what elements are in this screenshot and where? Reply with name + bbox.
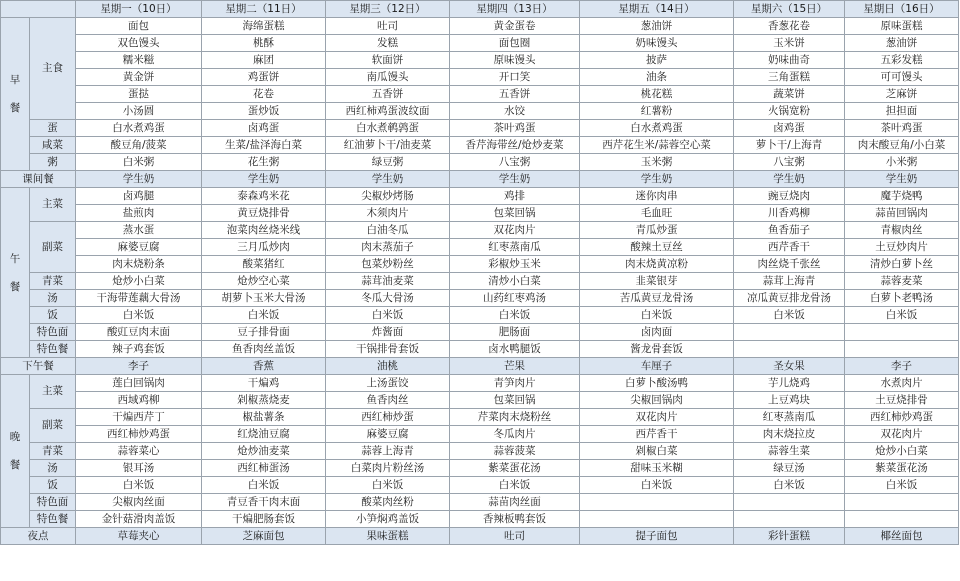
menu-cell: 干煸肥肠套饭 [202, 511, 326, 528]
menu-cell: 紫菜蛋花汤 [450, 460, 580, 477]
menu-cell: 披萨 [580, 52, 734, 69]
menu-cell: 白米饭 [326, 307, 450, 324]
table-row [1, 69, 959, 86]
menu-cell: 肉末蒸茄子 [326, 239, 450, 256]
snack-label: 下午餐 [1, 358, 76, 375]
menu-cell [580, 511, 734, 528]
menu-cell: 蒜苗回锅肉 [845, 205, 959, 222]
menu-cell: 开口笑 [450, 69, 580, 86]
table-row [1, 443, 959, 460]
menu-cell: 香葱花卷 [734, 18, 845, 35]
menu-cell: 小笋焖鸡盖饭 [326, 511, 450, 528]
menu-cell: 三月瓜炒肉 [202, 239, 326, 256]
table-row [1, 324, 959, 341]
menu-cell: 炝炒油麦菜 [202, 443, 326, 460]
category-label: 青菜 [30, 443, 76, 460]
menu-cell: 五彩发糕 [845, 52, 959, 69]
menu-cell: 肥肠面 [450, 324, 580, 341]
menu-cell: 上豆鸡块 [734, 392, 845, 409]
menu-cell: 葱油饼 [580, 18, 734, 35]
category-label: 饭 [30, 477, 76, 494]
menu-cell: 李子 [845, 358, 959, 375]
day-header: 星期五（14日） [580, 1, 734, 18]
menu-cell: 白米饭 [450, 307, 580, 324]
menu-cell: 莲白回锅肉 [76, 375, 202, 392]
table-row [1, 86, 959, 103]
menu-cell: 双花肉片 [580, 409, 734, 426]
menu-cell: 鱼香茄子 [734, 222, 845, 239]
menu-cell: 八宝粥 [734, 154, 845, 171]
menu-cell: 玉米粥 [580, 154, 734, 171]
menu-cell: 西红柿炒鸡蛋 [76, 426, 202, 443]
menu-cell: 蒜苗肉丝面 [450, 494, 580, 511]
menu-cell: 卤肉面 [580, 324, 734, 341]
menu-cell: 白米饭 [76, 477, 202, 494]
menu-cell: 泡菜肉丝烧米线 [202, 222, 326, 239]
menu-cell: 炝炒空心菜 [202, 273, 326, 290]
day-header: 星期日（16日） [845, 1, 959, 18]
table-row [1, 307, 959, 324]
menu-cell: 原味馒头 [450, 52, 580, 69]
menu-cell: 西域鸡柳 [76, 392, 202, 409]
menu-cell: 凉瓜黄豆排龙骨汤 [734, 290, 845, 307]
menu-cell: 辣子鸡套饭 [76, 341, 202, 358]
menu-cell: 包菜回锅 [450, 205, 580, 222]
menu-cell: 花生粥 [202, 154, 326, 171]
menu-cell: 清炒小白菜 [450, 273, 580, 290]
menu-cell: 软面饼 [326, 52, 450, 69]
table-row [1, 137, 959, 154]
menu-cell: 红油萝卜干/油麦菜 [326, 137, 450, 154]
menu-cell: 银耳汤 [76, 460, 202, 477]
menu-cell: 白米粥 [76, 154, 202, 171]
menu-cell: 肉末烧黄凉粉 [580, 256, 734, 273]
menu-cell: 金针菇滑肉盖饭 [76, 511, 202, 528]
menu-cell: 白水煮鹌鹑蛋 [326, 120, 450, 137]
table-row [1, 290, 959, 307]
snack-row [1, 528, 959, 545]
menu-cell: 萝卜干/上海青 [734, 137, 845, 154]
category-label: 青菜 [30, 273, 76, 290]
menu-cell: 五香饼 [326, 86, 450, 103]
table-row [1, 103, 959, 120]
menu-cell: 芒果 [450, 358, 580, 375]
menu-cell [845, 324, 959, 341]
menu-cell: 白米饭 [580, 477, 734, 494]
menu-cell: 学生奶 [202, 171, 326, 188]
table-row [1, 154, 959, 171]
snack-label: 课间餐 [1, 171, 76, 188]
menu-cell: 桃花糕 [580, 86, 734, 103]
menu-cell: 蒜蓉菜心 [76, 443, 202, 460]
menu-cell: 奶味曲奇 [734, 52, 845, 69]
category-label: 粥 [30, 154, 76, 171]
menu-cell: 毛血旺 [580, 205, 734, 222]
menu-cell: 五香饼 [450, 86, 580, 103]
menu-cell: 蔬菜饼 [734, 86, 845, 103]
menu-cell [580, 494, 734, 511]
menu-cell: 西芹香干 [580, 426, 734, 443]
menu-cell: 白米饭 [734, 307, 845, 324]
menu-cell: 蒜蓉上海青 [326, 443, 450, 460]
category-label: 咸菜 [30, 137, 76, 154]
menu-cell: 川香鸡柳 [734, 205, 845, 222]
menu-cell: 葱油饼 [845, 35, 959, 52]
menu-cell: 包菜炒粉丝 [326, 256, 450, 273]
category-label: 汤 [30, 460, 76, 477]
menu-cell: 担担面 [845, 103, 959, 120]
menu-cell: 海绵蛋糕 [202, 18, 326, 35]
meal-section-label [1, 375, 30, 528]
menu-cell: 桃酥 [202, 35, 326, 52]
menu-cell: 红枣蒸南瓜 [450, 239, 580, 256]
category-label: 主菜 [30, 188, 76, 222]
table-row [1, 426, 959, 443]
menu-cell [845, 341, 959, 358]
meal-section-text: 午餐 [9, 252, 21, 293]
menu-cell: 圣女果 [734, 358, 845, 375]
menu-cell: 豌豆烧肉 [734, 188, 845, 205]
menu-cell: 炝炒小白菜 [76, 273, 202, 290]
menu-cell: 蒜蓉菠菜 [450, 443, 580, 460]
menu-cell: 酸辣土豆丝 [580, 239, 734, 256]
menu-cell: 白水煮鸡蛋 [580, 120, 734, 137]
menu-cell: 尖椒炒烤肠 [326, 188, 450, 205]
menu-cell: 炸酱面 [326, 324, 450, 341]
snack-label: 夜点 [1, 528, 76, 545]
menu-cell: 蒜蓉生菜 [734, 443, 845, 460]
menu-cell: 魔芋烧鸭 [845, 188, 959, 205]
category-label: 蛋 [30, 120, 76, 137]
menu-cell: 青笋肉片 [450, 375, 580, 392]
day-header: 星期三（12日） [326, 1, 450, 18]
menu-cell: 香蕉 [202, 358, 326, 375]
category-label: 副菜 [30, 222, 76, 273]
menu-cell: 白萝卜老鸭汤 [845, 290, 959, 307]
menu-cell: 白米饭 [845, 307, 959, 324]
menu-cell: 李子 [76, 358, 202, 375]
menu-cell: 芝麻面包 [202, 528, 326, 545]
menu-cell: 白米饭 [580, 307, 734, 324]
menu-cell: 双花肉片 [845, 426, 959, 443]
menu-cell: 豆子排骨面 [202, 324, 326, 341]
menu-cell: 车厘子 [580, 358, 734, 375]
menu-cell: 绿豆粥 [326, 154, 450, 171]
category-label: 主菜 [30, 375, 76, 409]
menu-cell: 白米饭 [76, 307, 202, 324]
menu-cell: 吐司 [326, 18, 450, 35]
category-label: 特色面 [30, 494, 76, 511]
menu-cell: 绿豆汤 [734, 460, 845, 477]
menu-cell: 蒜蓉麦菜 [845, 273, 959, 290]
menu-cell: 酸菜肉丝粉 [326, 494, 450, 511]
menu-cell: 白油冬瓜 [326, 222, 450, 239]
menu-cell: 白米饭 [202, 477, 326, 494]
menu-cell: 火锅宽粉 [734, 103, 845, 120]
menu-cell: 面包 [76, 18, 202, 35]
menu-cell: 干煸鸡 [202, 375, 326, 392]
menu-cell: 芹菜肉末烧粉丝 [450, 409, 580, 426]
menu-cell [734, 324, 845, 341]
menu-cell: 冬瓜大骨汤 [326, 290, 450, 307]
menu-cell: 蒸水蛋 [76, 222, 202, 239]
menu-cell: 肉末烧拉皮 [734, 426, 845, 443]
category-label: 特色餐 [30, 341, 76, 358]
menu-cell: 吐司 [450, 528, 580, 545]
menu-cell: 紫菜蛋花汤 [845, 460, 959, 477]
menu-cell: 鸡排 [450, 188, 580, 205]
menu-cell: 肉末酸豆角/小白菜 [845, 137, 959, 154]
menu-cell: 青瓜炒蛋 [580, 222, 734, 239]
menu-cell: 学生奶 [76, 171, 202, 188]
menu-cell: 水饺 [450, 103, 580, 120]
table-row [1, 511, 959, 528]
menu-cell: 学生奶 [580, 171, 734, 188]
menu-cell: 学生奶 [326, 171, 450, 188]
meal-section-text: 早餐 [9, 74, 21, 114]
menu-cell: 蒜茸油麦菜 [326, 273, 450, 290]
menu-cell: 果味蛋糕 [326, 528, 450, 545]
menu-cell: 干煸西芹丁 [76, 409, 202, 426]
menu-cell: 泰森鸡米花 [202, 188, 326, 205]
menu-cell [734, 341, 845, 358]
menu-cell: 冬瓜肉片 [450, 426, 580, 443]
table-row [1, 409, 959, 426]
menu-cell: 芝麻饼 [845, 86, 959, 103]
table-row [1, 273, 959, 290]
table-row [1, 188, 959, 205]
menu-cell: 香芹海带丝/炝炒麦菜 [450, 137, 580, 154]
menu-cell: 木须肉片 [326, 205, 450, 222]
menu-cell: 面包圈 [450, 35, 580, 52]
menu-cell: 甜味玉米糊 [580, 460, 734, 477]
menu-cell: 土豆烧排骨 [845, 392, 959, 409]
menu-cell: 白萝卜酸汤鸭 [580, 375, 734, 392]
menu-cell: 麻婆豆腐 [326, 426, 450, 443]
menu-cell: 彩椒炒玉米 [450, 256, 580, 273]
menu-cell: 香辣板鸭套饭 [450, 511, 580, 528]
menu-cell: 卤鸡蛋 [734, 120, 845, 137]
menu-cell: 白米饭 [845, 477, 959, 494]
menu-cell: 芋儿烧鸡 [734, 375, 845, 392]
menu-cell: 白米饭 [326, 477, 450, 494]
menu-cell: 彩针蛋糕 [734, 528, 845, 545]
table-row [1, 239, 959, 256]
menu-cell [734, 511, 845, 528]
menu-cell: 黄金蛋卷 [450, 18, 580, 35]
menu-cell: 糯米糍 [76, 52, 202, 69]
menu-cell: 青豆香干肉末面 [202, 494, 326, 511]
menu-body [1, 18, 959, 545]
menu-cell: 酱龙骨套饭 [580, 341, 734, 358]
menu-cell: 黄豆烧排骨 [202, 205, 326, 222]
table-row [1, 18, 959, 35]
menu-cell: 包菜回锅 [450, 392, 580, 409]
table-row [1, 392, 959, 409]
menu-cell: 椰丝面包 [845, 528, 959, 545]
menu-cell: 青椒肉丝 [845, 222, 959, 239]
menu-cell: 蛋炒饭 [202, 103, 326, 120]
menu-cell: 炝炒小白菜 [845, 443, 959, 460]
menu-cell: 花卷 [202, 86, 326, 103]
menu-cell: 可可馒头 [845, 69, 959, 86]
menu-cell: 生菜/盐泽海白菜 [202, 137, 326, 154]
menu-cell: 麻团 [202, 52, 326, 69]
menu-cell: 胡萝卜玉米大骨汤 [202, 290, 326, 307]
menu-cell: 鱼香肉丝 [326, 392, 450, 409]
menu-cell: 双花肉片 [450, 222, 580, 239]
menu-cell [845, 494, 959, 511]
table-row [1, 205, 959, 222]
menu-cell: 鸡蛋饼 [202, 69, 326, 86]
menu-cell: 油桃 [326, 358, 450, 375]
table-row [1, 120, 959, 137]
menu-cell: 西红柿鸡蛋波纹面 [326, 103, 450, 120]
corner-cell [1, 1, 76, 18]
menu-cell: 椒盐薯条 [202, 409, 326, 426]
menu-cell: 卤鸡蛋 [202, 120, 326, 137]
menu-cell: 水煮肉片 [845, 375, 959, 392]
category-label: 汤 [30, 290, 76, 307]
category-label: 特色餐 [30, 511, 76, 528]
category-label: 特色面 [30, 324, 76, 341]
day-header: 星期六（15日） [734, 1, 845, 18]
snack-row [1, 358, 959, 375]
table-row [1, 375, 959, 392]
menu-cell: 土豆炒肉片 [845, 239, 959, 256]
menu-cell: 三角蛋糕 [734, 69, 845, 86]
table-row [1, 460, 959, 477]
menu-cell: 西红柿炒鸡蛋 [845, 409, 959, 426]
menu-cell: 迷你肉串 [580, 188, 734, 205]
meal-section-label [1, 188, 30, 358]
menu-cell: 鱼香肉丝盖饭 [202, 341, 326, 358]
menu-cell: 干海带莲藕大骨汤 [76, 290, 202, 307]
menu-cell: 酸豇豆肉末面 [76, 324, 202, 341]
table-row [1, 256, 959, 273]
menu-cell: 盐煎肉 [76, 205, 202, 222]
menu-cell: 学生奶 [734, 171, 845, 188]
menu-cell: 西芹香干 [734, 239, 845, 256]
menu-cell: 山药红枣鸡汤 [450, 290, 580, 307]
menu-cell [845, 511, 959, 528]
menu-cell: 干锅排骨套饭 [326, 341, 450, 358]
menu-cell: 奶味馒头 [580, 35, 734, 52]
menu-cell [734, 494, 845, 511]
menu-cell: 黄金饼 [76, 69, 202, 86]
menu-cell: 玉米饼 [734, 35, 845, 52]
day-header: 星期一（10日） [76, 1, 202, 18]
menu-cell: 酸豆角/菠菜 [76, 137, 202, 154]
category-label: 饭 [30, 307, 76, 324]
menu-cell: 西红柿炒蛋 [326, 409, 450, 426]
day-header: 星期四（13日） [450, 1, 580, 18]
menu-cell: 提子面包 [580, 528, 734, 545]
meal-section-label [1, 18, 30, 171]
menu-cell: 红薯粉 [580, 103, 734, 120]
menu-cell: 蒜茸上海青 [734, 273, 845, 290]
day-header: 星期二（11日） [202, 1, 326, 18]
menu-cell: 苦瓜黄豆龙骨汤 [580, 290, 734, 307]
menu-cell: 清炒白萝卜丝 [845, 256, 959, 273]
menu-cell: 韭菜银芽 [580, 273, 734, 290]
table-row [1, 494, 959, 511]
menu-cell: 蛋挞 [76, 86, 202, 103]
header-row [1, 1, 959, 18]
menu-cell: 红烧油豆腐 [202, 426, 326, 443]
menu-cell: 草莓夹心 [76, 528, 202, 545]
menu-cell: 小米粥 [845, 154, 959, 171]
menu-cell: 白米饭 [202, 307, 326, 324]
menu-cell: 学生奶 [450, 171, 580, 188]
menu-cell: 肉末烧粉条 [76, 256, 202, 273]
menu-cell: 上汤蛋饺 [326, 375, 450, 392]
table-row [1, 477, 959, 494]
menu-cell: 油条 [580, 69, 734, 86]
table-row [1, 341, 959, 358]
menu-cell: 南瓜馒头 [326, 69, 450, 86]
menu-cell: 原味蛋糕 [845, 18, 959, 35]
menu-cell: 红枣蒸南瓜 [734, 409, 845, 426]
menu-cell: 小汤圆 [76, 103, 202, 120]
menu-cell: 白米饭 [450, 477, 580, 494]
table-row [1, 222, 959, 239]
category-label: 副菜 [30, 409, 76, 443]
menu-cell: 肉丝烧千张丝 [734, 256, 845, 273]
menu-cell: 麻婆豆腐 [76, 239, 202, 256]
menu-cell: 尖椒肉丝面 [76, 494, 202, 511]
menu-cell: 剁椒白菜 [580, 443, 734, 460]
menu-cell: 学生奶 [845, 171, 959, 188]
snack-row [1, 171, 959, 188]
table-row [1, 52, 959, 69]
meal-section-text: 晚餐 [9, 431, 21, 471]
menu-cell: 白菜肉片粉丝汤 [326, 460, 450, 477]
category-label: 主食 [30, 18, 76, 120]
menu-cell: 酸菜猪红 [202, 256, 326, 273]
menu-cell: 西芹花生米/蒜蓉空心菜 [580, 137, 734, 154]
menu-cell: 剁椒蒸烧麦 [202, 392, 326, 409]
menu-cell: 尖椒回锅肉 [580, 392, 734, 409]
table-row [1, 35, 959, 52]
menu-cell: 双色馒头 [76, 35, 202, 52]
menu-cell: 卤水鸭腿饭 [450, 341, 580, 358]
menu-cell: 茶叶鸡蛋 [450, 120, 580, 137]
menu-cell: 八宝粥 [450, 154, 580, 171]
menu-cell: 西红柿蛋汤 [202, 460, 326, 477]
menu-cell: 白米饭 [734, 477, 845, 494]
menu-cell: 发糕 [326, 35, 450, 52]
menu-cell: 白水煮鸡蛋 [76, 120, 202, 137]
menu-cell: 茶叶鸡蛋 [845, 120, 959, 137]
menu-cell: 卤鸡腿 [76, 188, 202, 205]
